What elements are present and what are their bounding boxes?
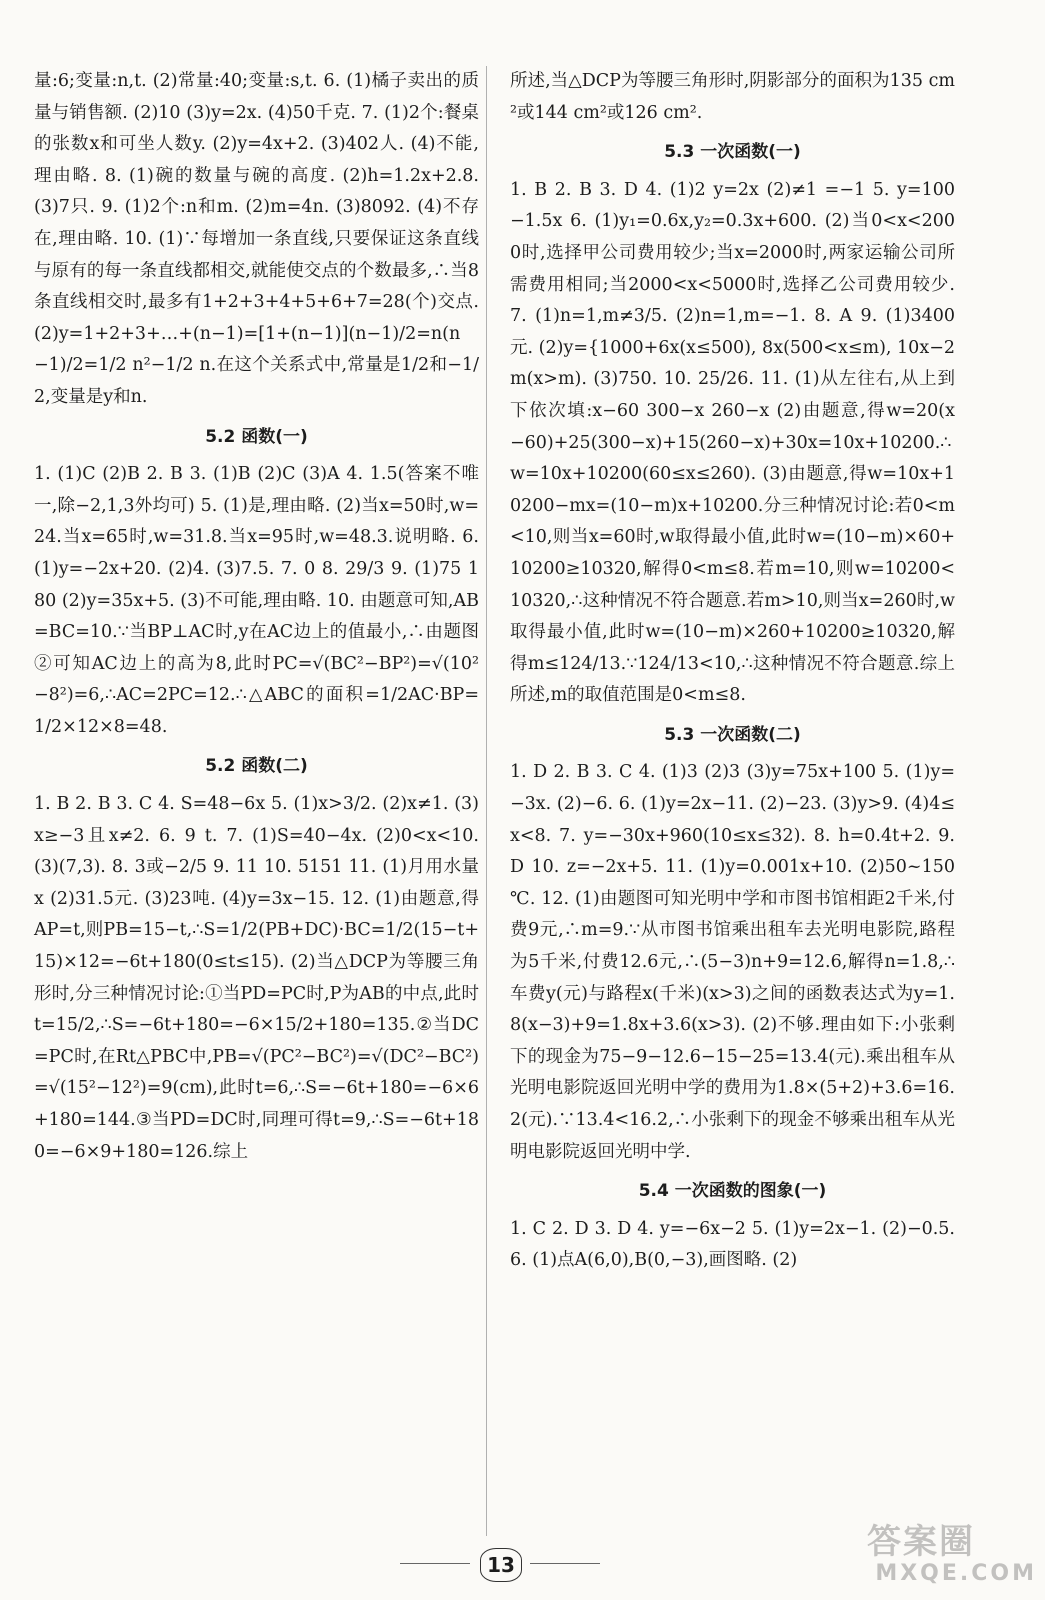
section-heading: 5.2 函数(二) xyxy=(205,756,308,777)
section-heading: 5.3 一次函数(二) xyxy=(664,724,801,745)
page-number: 13 xyxy=(480,1548,522,1582)
paragraph: 量:6;变量:n,t. (2)常量:40;变量:s,t. 6. (1)橘子卖出的质量与销售额. (2)10 (3)y=2x. (4)50千克. 7. (1)2个:餐桌的张数x和可坐人数y. (2)y=4x+2. (3)402人. (4)不能,理由略. 8. (1)碗的数量与碗的高度. (2)h=1.2x+2.8. (3)7只. 9. (1)2个:n和m. (2)m=4n. (3)8092. (4)不存在,理由略. 10. (1)∵每增加一条直线,只要保证这条直线与原有的每一条直线都相交,就能使交点的个数最多,∴当8条直线相交时,最多有1+2+3+4+5+6+7=28(个)交点. (2)y=1+2+3+…+(n−1)=[1+(n−1)](n−1)/2=n(n−1)/2=1/2 n²−1/2 n.在这个关系式中,常量是1/2和−1/2,变量是y和n. xyxy=(34,71,479,407)
section-heading: 5.3 一次函数(一) xyxy=(664,142,801,163)
left-column xyxy=(34,66,479,1168)
paragraph: 1. D 2. B 3. C 4. (1)3 (2)3 (3)y=75x+100 5. (1)y=−3x. (2)−6. 6. (1)y=2x−11. (2)−23. (3)y>9. (4)4≤x<8. 7. y=−30x+960(10≤x≤32). 8. h=0.4t+2. 9. D 10. z=−2x+5. 11. (1)y=0.001x+10. (2)50~150 ℃. 12. (1)由题图可知光明中学和市图书馆相距2千米,付费9元,∴m=9.∵从市图书馆乘出租车去光明电影院,路程为5千米,付费12.6元,∴(5−3)n+9=12.6,解得n=1.8,∴车费y(元)与路程x(千米)(x>3)之间的函数表达式为y=1.8(x−3)+9=1.8x+3.6(x>3). (2)不够.理由如下:小张剩下的现金为75−9−12.6−15−25=13.4(元).乘出租车从光明电影院返回光明中学的费用为1.8×(5+2)+3.6=16.2(元).∵13.4<16.2,∴小张剩下的现金不够乘出租车从光明电影院返回光明中学. xyxy=(510,762,955,1162)
page-ornament-right xyxy=(530,1563,600,1564)
watermark-bottom-text: MXQE.COM xyxy=(875,1561,1037,1586)
paragraph: 1. B 2. B 3. D 4. (1)2 y=2x (2)≠1 =−1 5. y=100−1.5x 6. (1)y₁=0.6x,y₂=0.3x+600. (2)当0<x<2000时,选择甲公司费用较少;当x=2000时,两家运输公司所需费用相同;当2000<x<5000时,选择乙公司费用较少. 7. (1)n=1,m≠3/5. (2)n=1,m=−1. 8. A 9. (1)3400元. (2)y={1000+6x(x≤500), 8x(500<x≤m), 10x−2m(x>m). (3)750. 10. 25/26. 11. (1)从左往右,从上到下依次填:x−60 300−x 260−x (2)由题意,得w=20(x−60)+25(300−x)+15(260−x)+30x=10x+10200.∴w=10x+10200(60≤x≤260). (3)由题意,得w=10x+10200−mx=(10−m)x+10200.分三种情况讨论:若0<m<10,则当x=60时,w取得最小值,此时w=(10−m)×60+10200≥10320,解得0<m≤8.若m=10,则w=10200<10320,∴这种情况不符合题意.若m>10,则当x=260时,w取得最小值,此时w=(10−m)×260+10200≥10320,解得m≤124/13.∵124/13<10,∴这种情况不符合题意.综上所述,m的取值范围是0<m≤8. xyxy=(510,179,955,706)
right-column xyxy=(510,66,955,1277)
paragraph: 1. (1)C (2)B 2. B 3. (1)B (2)C (3)A 4. 1.5(答案不唯一,除−2,1,3外均可) 5. (1)是,理由略. (2)当x=50时,w=24.当x=65时,w=31.8.当x=95时,w=48.3.说明略. 6. (1)y=−2x+20. (2)4. (3)7.5. 7. 0 8. 29/3 9. (1)75 180 (2)y=35x+5. (3)不可能,理由略. 10. 由题意可知,AB=BC=10.∵当BP⊥AC时,y在AC边上的值最小,∴由题图②可知AC边上的高为8,此时PC=√(BC²−BP²)=√(10²−8²)=6,∴AC=2PC=12.∴△ABC的面积=1/2AC·BP=1/2×12×8=48. xyxy=(34,464,479,737)
watermark-logo xyxy=(867,1522,1037,1592)
column-divider xyxy=(486,66,487,1536)
watermark-top-text: 答案圈 xyxy=(867,1522,975,1562)
paragraph: 1. B 2. B 3. C 4. S=48−6x 5. (1)x>3/2. (2)x≠1. (3)x≥−3且x≠2. 6. 9 t. 7. (1)S=40−4x. (2)0<x<10. (3)(7,3). 8. 3或−2/5 9. 11 10. 5151 11. (1)月用水量x (2)31.5元. (3)23吨. (4)y=3x−15. 12. (1)由题意,得AP=t,则PB=15−t,∴S=1/2(PB+DC)·BC=1/2(15−t+15)×12=−6t+180(0≤t≤15). (2)当△DCP为等腰三角形时,分三种情况讨论:①当PD=PC时,P为AB的中点,此时t=15/2,∴S=−6t+180=−6×15/2+180=135.②当DC=PC时,在Rt△PBC中,PB=√(PC²−BC²)=√(DC²−BC²)=√(15²−12²)=9(cm),此时t=6,∴S=−6t+180=−6×6+180=144.③当PD=DC时,同理可得t=9,∴S=−6t+180=−6×9+180=126.综上 xyxy=(34,794,479,1162)
section-heading: 5.2 函数(一) xyxy=(205,426,308,447)
paragraph: 所述,当△DCP为等腰三角形时,阴影部分的面积为135 cm²或144 cm²或126 cm². xyxy=(510,71,955,123)
page-ornament-left xyxy=(400,1563,470,1564)
section-heading: 5.4 一次函数的图象(一) xyxy=(638,1181,827,1202)
paragraph: 1. C 2. D 3. D 4. y=−6x−2 5. (1)y=2x−1. (2)−0.5. 6. (1)点A(6,0),B(0,−3),画图略. (2) xyxy=(510,1218,955,1271)
